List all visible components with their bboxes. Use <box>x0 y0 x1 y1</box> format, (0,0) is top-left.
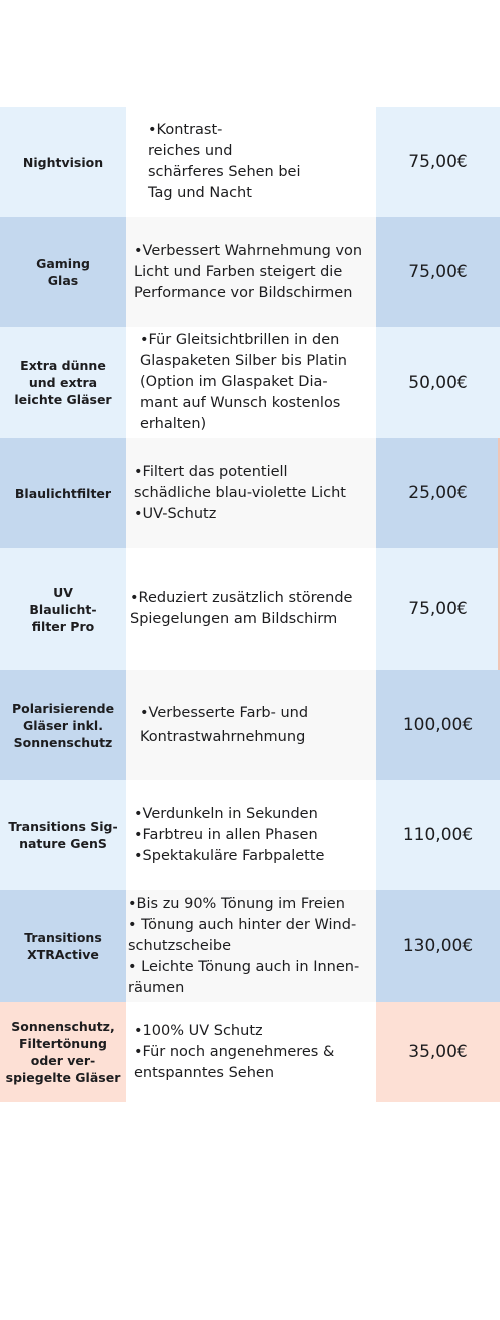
row-price: 100,00€ <box>376 670 500 780</box>
row-description: •Verbesserte Farb- und Kontrastwahrnehmung <box>126 670 376 780</box>
table-row <box>0 890 500 1002</box>
price-table <box>0 107 500 1102</box>
row-name: Blaulichtfilter <box>0 438 126 548</box>
row-name: Transitions Sig- nature GenS <box>0 780 126 890</box>
table-row <box>0 107 500 217</box>
row-name: Extra dünne und extra leichte Gläser <box>0 327 126 438</box>
table-row <box>0 438 500 548</box>
table-row <box>0 780 500 890</box>
table-row <box>0 1002 500 1102</box>
row-price: 75,00€ <box>376 107 500 217</box>
row-description: •Für Gleitsichtbrillen in den Glaspaketen Silber bis Platin (Option im Glaspaket Dia- mant auf Wunsch kostenlos erhalten) <box>126 327 376 438</box>
row-name: Polarisierende Gläser inkl. Sonnenschutz <box>0 670 126 780</box>
row-description: •Kontrast- reiches und schärferes Sehen bei Tag und Nacht <box>126 107 376 217</box>
table-row <box>0 670 500 780</box>
row-description: •Filtert das potentiell schädliche blau-violette Licht •UV-Schutz <box>126 438 376 548</box>
table-row <box>0 327 500 438</box>
table-row <box>0 548 500 670</box>
row-description: •Verdunkeln in Sekunden •Farbtreu in allen Phasen •Spektakuläre Farbpalette <box>126 780 376 890</box>
row-name: Nightvision <box>0 107 126 217</box>
row-name: Sonnenschutz, Filtertönung oder ver- spiegelte Gläser <box>0 1002 126 1102</box>
row-price: 50,00€ <box>376 327 500 438</box>
row-price: 75,00€ <box>376 548 500 670</box>
row-description: •Verbessert Wahrnehmung von Licht und Farben steigert die Performance vor Bildschirmen <box>126 217 376 327</box>
row-description: •Bis zu 90% Tönung im Freien • Tönung auch hinter der Wind- schutzscheibe • Leichte Tönung auch in Innen- räumen <box>126 890 376 1002</box>
row-price: 25,00€ <box>376 438 500 548</box>
row-price: 35,00€ <box>376 1002 500 1102</box>
row-name: Gaming Glas <box>0 217 126 327</box>
row-name: Transitions XTRActive <box>0 890 126 1002</box>
table-row <box>0 217 500 327</box>
row-description: •Reduziert zusätzlich störende Spiegelungen am Bildschirm <box>126 548 376 670</box>
row-description: •100% UV Schutz •Für noch angenehmeres & entspanntes Sehen <box>126 1002 376 1102</box>
row-price: 110,00€ <box>376 780 500 890</box>
row-price: 75,00€ <box>376 217 500 327</box>
row-price: 130,00€ <box>376 890 500 1002</box>
row-name: UV Blaulicht- filter Pro <box>0 548 126 670</box>
